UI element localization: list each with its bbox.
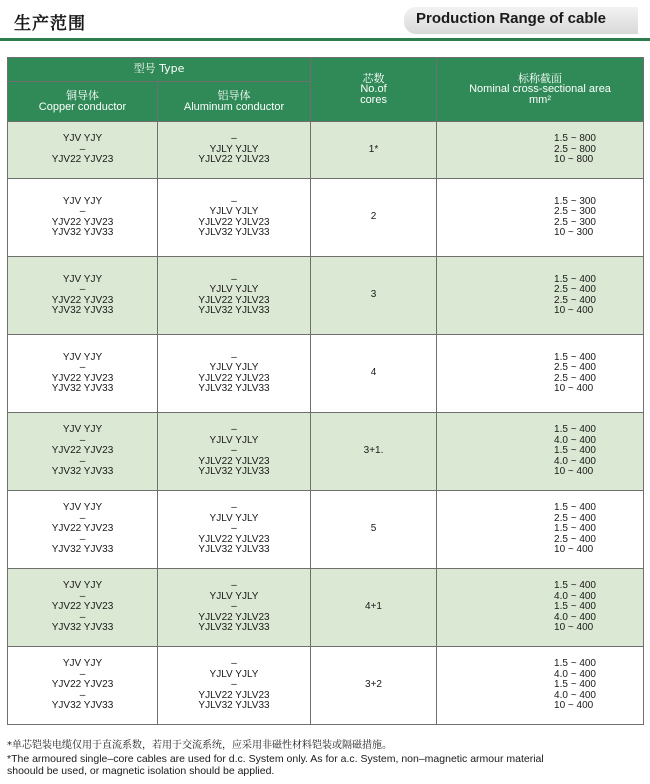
area-cell-line: 2.5 ~ 400	[554, 372, 596, 384]
copper-conductor-header: 铜导体 Copper conductor	[8, 82, 158, 122]
copper-cell-line: YJV YJY	[62, 195, 103, 207]
area-cell-line: 1.5 ~ 400	[554, 502, 596, 514]
cores-cell-line: 3	[370, 289, 377, 301]
cores-cell	[311, 413, 437, 491]
page-title-english: Production Range of cable	[416, 10, 607, 27]
area-cell-line: 4.0 ~ 400	[554, 689, 596, 701]
area-cell-line: 4.0 ~ 400	[554, 455, 596, 467]
copper-cell-line: YJV YJY	[62, 424, 103, 436]
area-cell	[437, 491, 644, 569]
area-cell	[437, 647, 644, 725]
area-cell-line: 1.5 ~ 400	[554, 445, 596, 457]
copper-cell	[8, 257, 158, 335]
aluminum-cell-line: YJLV32 YJLV33	[198, 544, 270, 556]
aluminum-cell-line: YJLV22 YJLV23	[198, 294, 270, 306]
copper-cell-line: YJV22 YJV23	[51, 154, 114, 166]
area-cell-line: 4.0 ~ 400	[554, 668, 596, 680]
table-row	[8, 179, 644, 257]
aluminum-cell-line: YJLV32 YJLV33	[198, 466, 270, 478]
aluminum-cell-line: YJLV22 YJLV23	[198, 611, 270, 623]
cores-cell-line: 4	[370, 367, 377, 379]
aluminum-cell-line: –	[231, 424, 237, 436]
area-cell-line: 10 ~ 400	[554, 700, 594, 712]
aluminum-cell-line: –	[231, 133, 237, 145]
area-cell-line: 4.0 ~ 400	[554, 611, 596, 623]
cores-cell	[311, 491, 437, 569]
copper-cell-line: YJV32 YJV33	[51, 226, 114, 238]
cores-cell-line: 1*	[368, 143, 379, 155]
area-cell	[437, 335, 644, 413]
area-header: 标称截面 Nominal cross-sectional area mm²	[437, 58, 644, 122]
copper-cell-line: –	[79, 689, 86, 701]
copper-cell-line: YJV32 YJV33	[51, 304, 114, 316]
cores-cell-line: 4+1	[365, 601, 382, 613]
aluminum-cell-line: YJLV YJLY	[209, 284, 259, 296]
aluminum-cell-line: –	[231, 351, 237, 363]
copper-cell-line: –	[79, 590, 86, 602]
copper-cell-line: YJV YJY	[62, 580, 103, 592]
area-cell-line: 4.0 ~ 400	[554, 434, 596, 446]
cores-cell-line: 3+1.	[363, 445, 384, 457]
aluminum-cell	[158, 491, 311, 569]
cores-cell	[311, 257, 437, 335]
copper-cell-line: YJV YJY	[62, 133, 103, 145]
aluminum-cell-line: –	[231, 601, 237, 613]
aluminum-cell-line: YJLV YJLY	[209, 362, 259, 374]
aluminum-cell-line: YJLV32 YJLV33	[198, 382, 270, 394]
aluminum-cell-line: –	[231, 523, 237, 535]
copper-cell-line: –	[79, 284, 86, 296]
area-cell-line: 1.5 ~ 400	[554, 580, 596, 592]
copper-cell	[8, 491, 158, 569]
aluminum-cell-line: –	[231, 273, 237, 285]
cores-cell	[311, 179, 437, 257]
copper-cell-line: YJV22 YJV23	[51, 216, 114, 228]
area-cell-line: 1.5 ~ 400	[554, 424, 596, 436]
cores-cell	[311, 569, 437, 647]
area-cell	[437, 569, 644, 647]
copper-cell	[8, 179, 158, 257]
aluminum-cell-line: YJLV32 YJLV33	[198, 700, 270, 712]
area-cell-line: 4.0 ~ 400	[554, 590, 596, 602]
cores-cell	[311, 335, 437, 413]
cores-header: 芯数 No.of cores	[311, 58, 437, 122]
aluminum-cell	[158, 335, 311, 413]
aluminum-cell-line: –	[231, 445, 237, 457]
copper-cell-line: –	[79, 206, 86, 218]
table-row	[8, 122, 644, 179]
aluminum-cell	[158, 257, 311, 335]
aluminum-cell-line: –	[231, 502, 237, 514]
copper-cell-line: YJV32 YJV33	[51, 466, 114, 478]
area-cell-line: 10 ~ 400	[554, 544, 594, 556]
area-cell	[437, 413, 644, 491]
area-cell	[437, 257, 644, 335]
aluminum-cell-line: YJLV YJLY	[209, 512, 259, 524]
area-cell-line: 2.5 ~ 400	[554, 533, 596, 545]
production-range-table	[7, 57, 644, 725]
table-row	[8, 257, 644, 335]
copper-cell-line: –	[79, 362, 86, 374]
copper-cell	[8, 122, 158, 179]
copper-cell-line: YJV22 YJV23	[51, 294, 114, 306]
area-cell-line: 10 ~ 400	[554, 382, 594, 394]
aluminum-cell-line: YJLV YJLY	[209, 434, 259, 446]
area-cell-line: 2.5 ~ 400	[554, 284, 596, 296]
copper-cell	[8, 569, 158, 647]
copper-cell-line: –	[79, 455, 86, 467]
cores-cell-line: 2	[370, 211, 377, 223]
aluminum-cell-line: YJLV22 YJLV23	[198, 689, 270, 701]
copper-cell-line: YJV22 YJV23	[51, 601, 114, 613]
aluminum-cell	[158, 122, 311, 179]
area-cell-line: 2.5 ~ 400	[554, 362, 596, 374]
copper-cell-line: YJV32 YJV33	[51, 622, 114, 634]
cores-cell-line: 3+2	[365, 679, 382, 691]
area-cell-line: 10 ~ 400	[554, 622, 594, 634]
area-cell-line: 1.5 ~ 400	[554, 273, 596, 285]
footnote-chinese: *单芯铠装电缆仅用于直流系数，若用于交流系统，应采用非磁性材料铠装或隔磁措施。	[7, 740, 392, 751]
area-cell-line: 1.5 ~ 300	[554, 195, 596, 207]
copper-cell	[8, 413, 158, 491]
aluminum-cell-line: YJLY YJLY	[209, 143, 259, 155]
cores-cell-line: 5	[370, 523, 377, 535]
aluminum-cell-line: –	[231, 195, 237, 207]
aluminum-cell	[158, 569, 311, 647]
footnote-english-line-1: *The armoured single–core cables are used for d.c. System only. As for a.c. System, non–magnetic armour material	[7, 752, 544, 765]
copper-cell-line: YJV YJY	[62, 658, 103, 670]
area-cell-line: 2.5 ~ 300	[554, 206, 596, 218]
table-row	[8, 569, 644, 647]
copper-cell-line: YJV YJY	[62, 502, 103, 514]
copper-cell	[8, 647, 158, 725]
copper-cell-line: –	[79, 512, 86, 524]
area-cell-line: 10 ~ 300	[554, 226, 594, 238]
footnotes	[7, 740, 643, 778]
table-row	[8, 413, 644, 491]
copper-cell-line: –	[79, 143, 86, 155]
area-cell-line: 1.5 ~ 400	[554, 523, 596, 535]
cores-cell	[311, 122, 437, 179]
table-row	[8, 647, 644, 725]
area-cell-line: 1.5 ~ 400	[554, 601, 596, 613]
copper-cell-line: YJV22 YJV23	[51, 372, 114, 384]
area-cell-line: 2.5 ~ 300	[554, 216, 596, 228]
footnote-english-line-2: shoould be used, or magnetic isolation should be applied.	[7, 765, 275, 777]
aluminum-cell-line: YJLV32 YJLV33	[198, 304, 270, 316]
page-title-chinese: 生产范围	[14, 14, 86, 34]
aluminum-cell-line: YJLV32 YJLV33	[198, 622, 270, 634]
copper-cell-line: –	[79, 611, 86, 623]
aluminum-cell-line: YJLV22 YJLV23	[198, 533, 270, 545]
aluminum-cell	[158, 179, 311, 257]
copper-cell-line: YJV22 YJV23	[51, 679, 114, 691]
aluminum-cell-line: YJLV22 YJLV23	[198, 216, 270, 228]
copper-cell-line: YJV YJY	[62, 273, 103, 285]
aluminum-cell-line: –	[231, 679, 237, 691]
copper-cell-line: YJV YJY	[62, 351, 103, 363]
copper-cell-line: –	[79, 668, 86, 680]
page-header	[0, 0, 650, 40]
aluminum-cell-line: YJLV32 YJLV33	[198, 226, 270, 238]
copper-cell-line: –	[79, 434, 86, 446]
area-cell-line: 2.5 ~ 800	[554, 143, 596, 155]
area-cell	[437, 122, 644, 179]
area-cell-line: 1.5 ~ 400	[554, 679, 596, 691]
aluminum-cell-line: YJLV22 YJLV23	[198, 372, 270, 384]
aluminum-cell-line: YJLV22 YJLV23	[198, 154, 270, 166]
aluminum-cell-line: –	[231, 580, 237, 592]
area-cell-line: 10 ~ 400	[554, 466, 594, 478]
area-cell-line: 10 ~ 400	[554, 304, 594, 316]
area-cell	[437, 179, 644, 257]
copper-cell-line: –	[79, 533, 86, 545]
area-cell-line: 1.5 ~ 400	[554, 658, 596, 670]
copper-cell-line: YJV22 YJV23	[51, 445, 114, 457]
aluminum-cell-line: YJLV22 YJLV23	[198, 455, 270, 467]
area-cell-line: 1.5 ~ 800	[554, 133, 596, 145]
copper-cell-line: YJV32 YJV33	[51, 382, 114, 394]
table-row	[8, 491, 644, 569]
header-divider	[0, 38, 650, 41]
cores-cell	[311, 647, 437, 725]
aluminum-cell	[158, 647, 311, 725]
copper-cell-line: YJV32 YJV33	[51, 700, 114, 712]
aluminum-cell-line: YJLV YJLY	[209, 668, 259, 680]
aluminum-cell-line: YJLV YJLY	[209, 590, 259, 602]
copper-cell	[8, 335, 158, 413]
model-type-header: 型号 Type	[8, 58, 311, 82]
area-cell-line: 1.5 ~ 400	[554, 351, 596, 363]
copper-cell-line: YJV22 YJV23	[51, 523, 114, 535]
area-cell-line: 2.5 ~ 400	[554, 294, 596, 306]
aluminum-conductor-header: 铝导体 Aluminum conductor	[158, 82, 311, 122]
aluminum-cell	[158, 413, 311, 491]
area-cell-line: 2.5 ~ 400	[554, 512, 596, 524]
aluminum-cell-line: –	[231, 658, 237, 670]
area-cell-line: 10 ~ 800	[554, 154, 594, 166]
aluminum-cell-line: YJLV YJLY	[209, 206, 259, 218]
copper-cell-line: YJV32 YJV33	[51, 544, 114, 556]
table-row	[8, 335, 644, 413]
